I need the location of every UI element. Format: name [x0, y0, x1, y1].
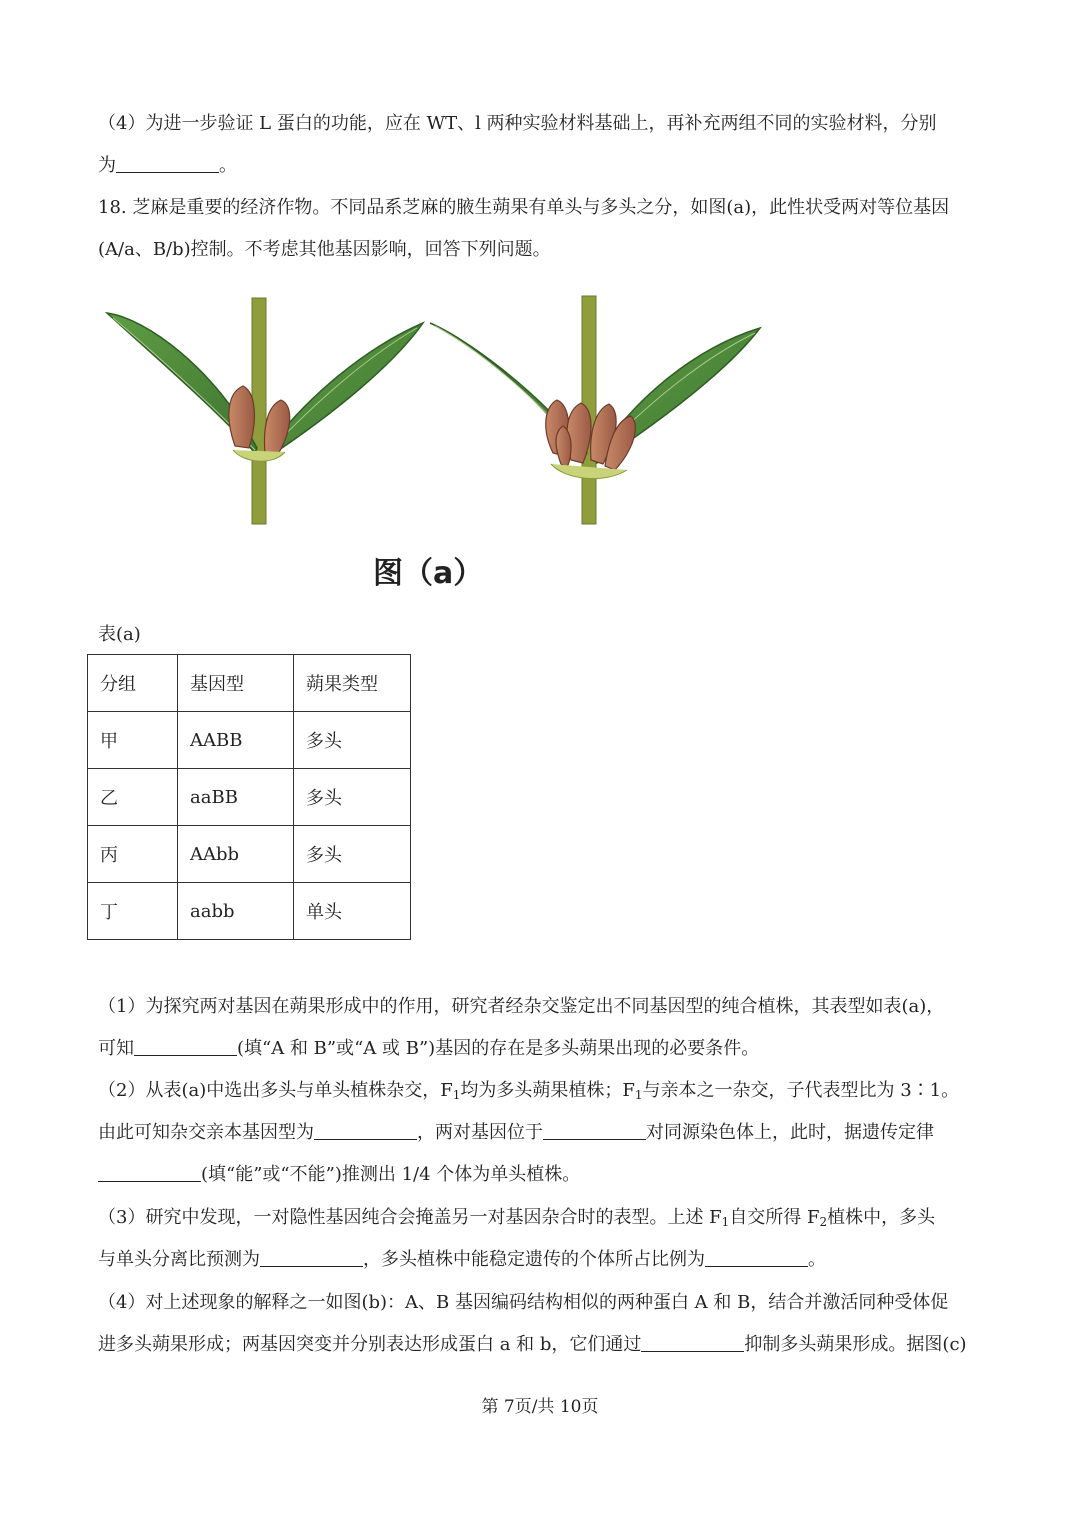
sesame-capsule-figure	[105, 288, 765, 528]
answer-blank[interactable]	[543, 1121, 646, 1140]
table-cell: 多头	[294, 769, 411, 826]
q17-4-line2: 为 。	[98, 155, 237, 176]
q2-line1: （2）从表(a)中选出多头与单头植株杂交，$F_1$均为多头蒴果植株；$F_1$与亲本之一杂交，子代表型比为 3∶1。	[98, 1080, 960, 1102]
answer-blank[interactable]	[260, 1248, 363, 1267]
table-row	[88, 769, 411, 826]
table-cell: 丙	[88, 826, 178, 883]
answer-blank[interactable]	[134, 1037, 237, 1056]
table-row	[88, 826, 411, 883]
table-cell: AAbb	[178, 826, 294, 883]
answer-blank[interactable]	[116, 154, 219, 173]
page-number: 第 7页/共 10页	[481, 1397, 599, 1417]
q2-line2: 由此可知杂交亲本基因型为 ，两对基因位于 对同源染色体上，此时，据遗传定律	[98, 1122, 934, 1143]
q1-line2: 可知 (填“A 和 B”或“A 或 B”)基因的存在是多头蒴果出现的必要条件。	[98, 1038, 760, 1059]
q2-line3: (填“能”或“不能”)推测出 1/4 个体为单头植株。	[98, 1163, 580, 1187]
table-cell: 乙	[88, 769, 178, 826]
answer-blank[interactable]	[641, 1333, 744, 1352]
q3-line1: （3）研究中发现，一对隐性基因纯合会掩盖另一对基因杂合时的表型。上述 $F_1$自交所得 $F_2$植株中，多头	[98, 1207, 936, 1229]
q1-line1: （1）为探究两对基因在蒴果形成中的作用，研究者经杂交鉴定出不同基因型的纯合植株，其表型如表(a)，	[98, 996, 945, 1017]
table-cell: 多头	[294, 826, 411, 883]
table-cell: aaBB	[178, 769, 294, 826]
table-row	[88, 883, 411, 940]
header-cell: 基因型	[178, 655, 294, 712]
q4-line2: 进多头蒴果形成；两基因突变并分别表达形成蛋白 a 和 b，它们通过 抑制多头蒴果形成。据图(c)	[98, 1334, 967, 1355]
q17-4-line1: （4）为进一步验证 L 蛋白的功能，应在 WT、l 两种实验材料基础上，再补充两组不同的实验材料，分别	[98, 113, 937, 134]
q18-intro-line1: 18. 芝麻是重要的经济作物。不同品系芝麻的腋生蒴果有单头与多头之分，如图(a)，此性状受两对等位基因	[98, 197, 950, 218]
q3-line2: 与单头分离比预测为 ，多头植株中能稳定遗传的个体所占比例为 。	[98, 1249, 826, 1270]
table-header-row	[88, 655, 411, 712]
table-row	[88, 712, 411, 769]
table-cell: 甲	[88, 712, 178, 769]
answer-blank[interactable]	[705, 1248, 808, 1267]
table-label: 表(a)	[98, 624, 141, 645]
figure-caption: 图（a）	[373, 556, 484, 591]
header-cell: 分组	[88, 655, 178, 712]
table-cell: 单头	[294, 883, 411, 940]
genotype-table	[87, 654, 411, 940]
answer-blank[interactable]	[98, 1163, 201, 1182]
single-capsule-plant	[107, 298, 423, 524]
header-cell: 蒴果类型	[294, 655, 411, 712]
table-cell: AABB	[178, 712, 294, 769]
q4-line1: （4）对上述现象的解释之一如图(b)：A、B 基因编码结构相似的两种蛋白 A 和 B，结合并激活同种受体促	[98, 1292, 949, 1313]
table-cell: 多头	[294, 712, 411, 769]
table-cell: aabb	[178, 883, 294, 940]
q18-intro-line2: (A/a、B/b)控制。不考虑其他基因影响，回答下列问题。	[98, 239, 551, 260]
answer-blank[interactable]	[314, 1121, 417, 1140]
table-cell: 丁	[88, 883, 178, 940]
multi-capsule-plant	[430, 296, 760, 524]
